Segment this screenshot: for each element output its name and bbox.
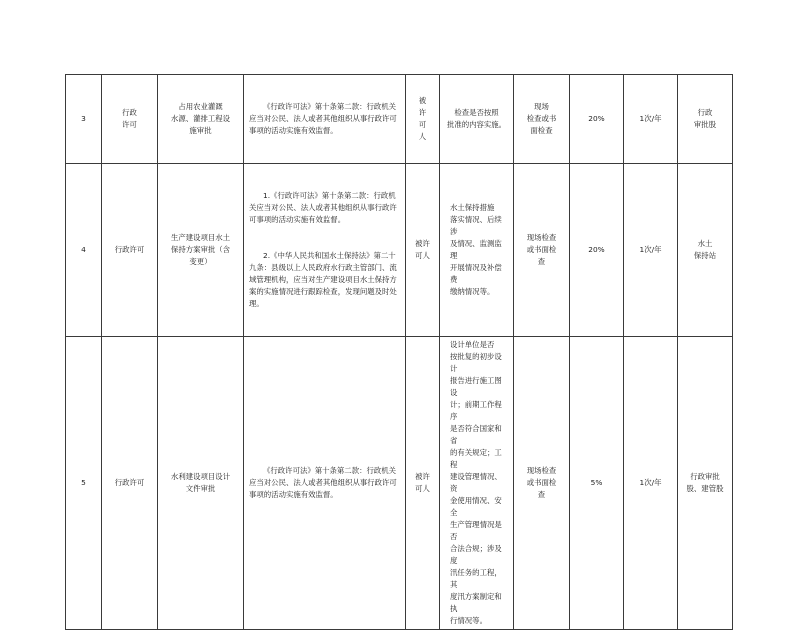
target-cell: 被许 可人 xyxy=(406,164,440,337)
responsible-unit-cell: 水土 保持站 xyxy=(678,164,733,337)
legal-basis-paragraph: 《行政许可法》第十条第二款：行政机关应当对公民、法人或者其他组织从事行政许可事项的活动实施有效监督。 xyxy=(249,102,397,135)
table-row xyxy=(66,75,733,164)
frequency-cell: 1次/年 xyxy=(624,75,678,164)
table-row xyxy=(66,164,733,337)
category-cell: 行政许可 xyxy=(102,337,158,630)
table-row xyxy=(66,337,733,630)
responsible-unit-cell: 行政审批 股、建管股 xyxy=(678,337,733,630)
frequency-cell: 1次/年 xyxy=(624,164,678,337)
method-cell: 现场 检查或书 面检查 xyxy=(514,75,570,164)
frequency-cell: 1次/年 xyxy=(624,337,678,630)
inspection-content-cell: 设计单位是否 按批复的初步设计 报告进行施工图设 计；前期工作程序 是否符合国家和省 的有关规定；工程 建设管理情况、资 金使用情况、安全 生产管理情况是否 合法合规；涉及度 汛任务的工程，其 度汛方案制定和执 行情况等。 xyxy=(440,337,514,630)
inspection-content-cell: 检查是否按照 批准的内容实施。 xyxy=(440,75,514,164)
ratio-cell: 20% xyxy=(570,75,624,164)
method-cell: 现场检查 或书面检 查 xyxy=(514,337,570,630)
method-cell: 现场检查 或书面检 查 xyxy=(514,164,570,337)
inspection-content-cell: 水土保持措施 落实情况、后续涉 及情况、监测监理 开展情况及补偿费 缴纳情况等。 xyxy=(440,164,514,337)
legal-basis-cell xyxy=(244,337,406,630)
row-number: 4 xyxy=(66,164,102,337)
legal-basis-paragraph: 1.《行政许可法》第十条第二款：行政机关应当对公民、法人或者其他组织从事行政许可事项的活动实施有效监督。 xyxy=(249,191,397,224)
legal-basis-cell xyxy=(244,164,406,337)
ratio-cell: 20% xyxy=(570,164,624,337)
row-number: 3 xyxy=(66,75,102,164)
target-cell: 被 许 可 人 xyxy=(406,75,440,164)
row-number: 5 xyxy=(66,337,102,630)
ratio-cell: 5% xyxy=(570,337,624,630)
item-name-cell: 占用农业灌溉 水源、灌排工程设 施审批 xyxy=(158,75,244,164)
legal-basis-paragraph: 《行政许可法》第十条第二款：行政机关应当对公民、法人或者其他组织从事行政许可事项的活动实施有效监督。 xyxy=(249,466,397,499)
item-name-cell: 生产建设项目水土 保持方案审批（含 变更） xyxy=(158,164,244,337)
target-cell: 被许 可人 xyxy=(406,337,440,630)
supervision-table xyxy=(65,74,733,630)
category-cell: 行政许可 xyxy=(102,164,158,337)
item-name-cell: 水利建设项目设计 文件审批 xyxy=(158,337,244,630)
legal-basis-cell xyxy=(244,75,406,164)
legal-basis-paragraph: 2.《中华人民共和国水土保持法》第二十九条：县级以上人民政府水行政主管部门、流域管理机构，应当对生产建设项目水土保持方案的实施情况进行跟踪检查，发现问题及时处理。 xyxy=(249,251,397,308)
responsible-unit-cell: 行政 审批股 xyxy=(678,75,733,164)
category-cell: 行政 许可 xyxy=(102,75,158,164)
